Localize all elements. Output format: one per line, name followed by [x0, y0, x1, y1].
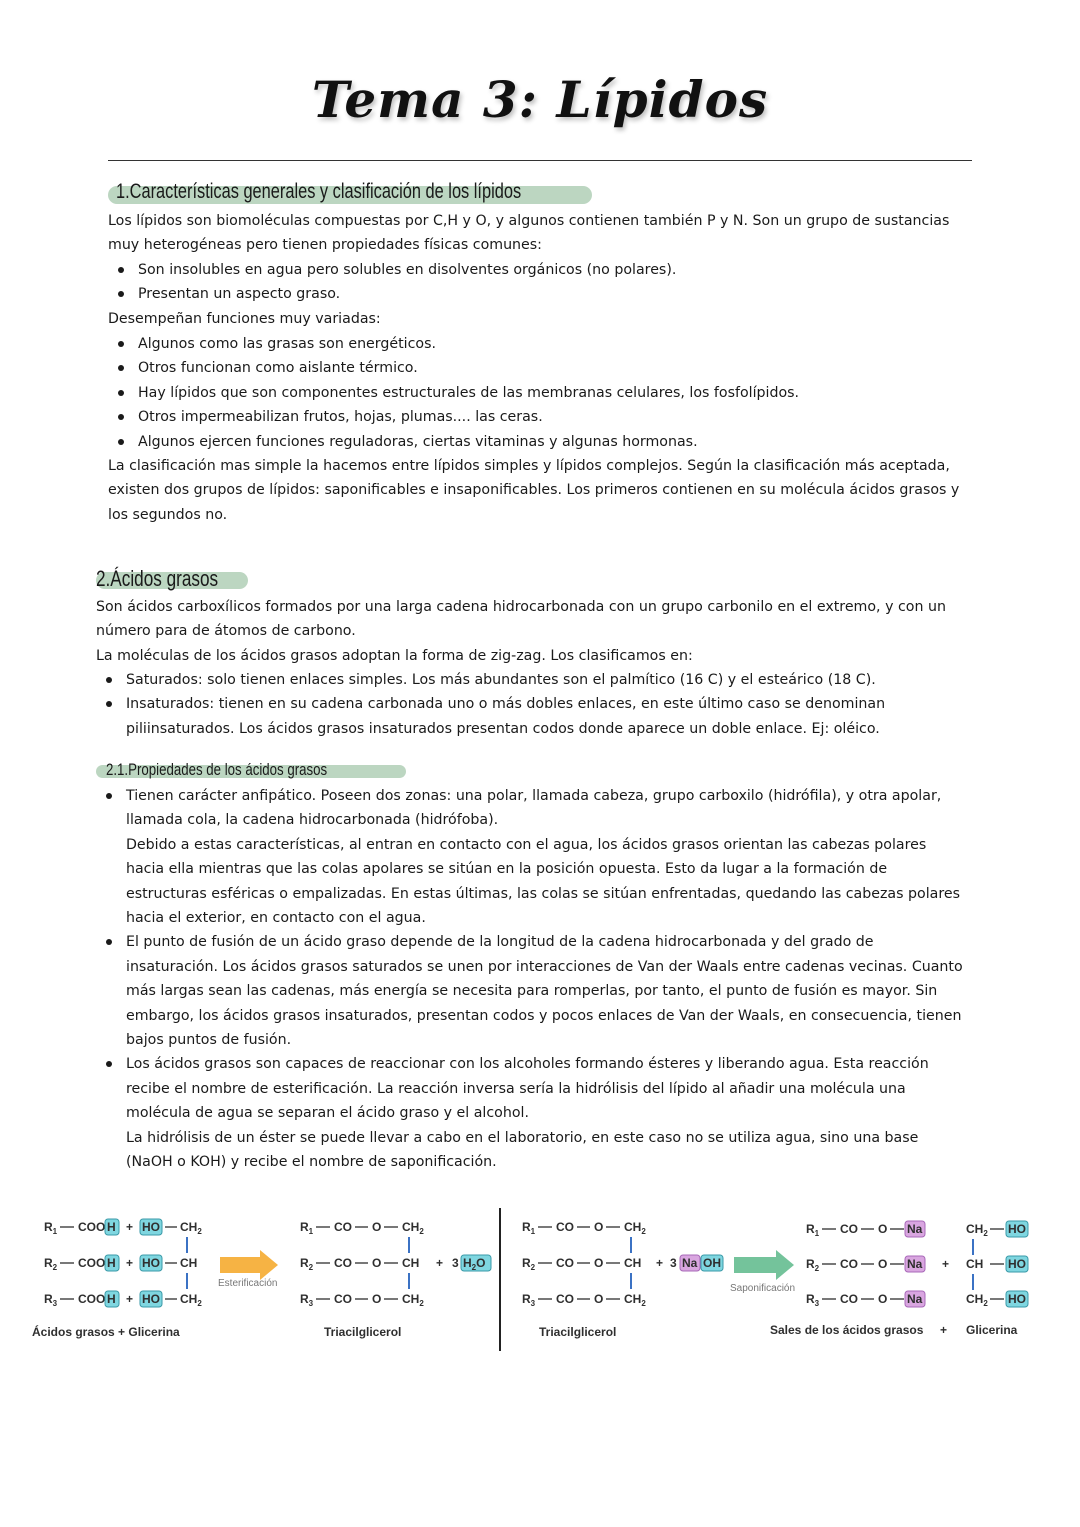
svg-text:R3: $R_3$ [806, 1292, 820, 1308]
list-item: Algunos ejercen funciones reguladoras, ciertas vitaminas y algunas hormonas. [108, 430, 968, 454]
svg-text:HO: HO [142, 1292, 160, 1306]
section-2-intro: Son ácidos carboxílicos formados por una larga cadena hidrocarbonada con un grupo carbonilo en el extremo, y con un número para de átomos de carbono. [96, 599, 946, 640]
svg-text:R3: $R_3$ [300, 1292, 314, 1308]
fatty-acid-types-list [96, 668, 926, 741]
svg-text:+: + [126, 1256, 134, 1270]
svg-text:+: + [126, 1292, 134, 1306]
section-2-heading: 2.Ácidos grasos [96, 566, 219, 591]
properties-fatty-acids-list [96, 784, 966, 1175]
svg-text:CO: CO [840, 1292, 858, 1306]
list-item: Algunos como las grasas son energéticos. [108, 332, 968, 356]
esterification-arrow-icon [220, 1250, 278, 1280]
amphipathic-text: Tienen carácter anfipático. Poseen dos zonas: una polar, llamada cabeza, grupo carboxilo (hidrófila), y otra apolar, llamada cola, la cadena hidrocarbonada (hidrófoba). [126, 788, 942, 829]
svg-text:CH2: $CH_2$ [624, 1292, 646, 1308]
svg-text:CH2: $CH_2$ [402, 1220, 424, 1236]
svg-text:H: H [107, 1220, 116, 1234]
svg-text:+: + [656, 1256, 664, 1270]
list-item: Son insolubles en agua pero solubles en disolventes orgánicos (no polares). [108, 258, 968, 282]
svg-text:O: O [594, 1220, 604, 1234]
svg-text:CH2: $CH_2$ [180, 1220, 202, 1236]
list-item: Otros impermeabilizan frutos, hojas, plumas.... las ceras. [108, 405, 968, 429]
svg-text:R1: $R_1$ [522, 1220, 536, 1236]
saponification-arrow-icon [734, 1250, 794, 1280]
svg-text:O: O [594, 1292, 604, 1306]
svg-text:O: O [878, 1222, 888, 1236]
esterification-label: Esterificación [218, 1278, 278, 1289]
saponification-label: Saponificación [730, 1283, 796, 1294]
title-divider [108, 160, 972, 161]
list-item: Presentan un aspecto graso. [108, 282, 968, 306]
svg-text:Na: Na [907, 1222, 923, 1236]
functions-intro: Desempeñan funciones muy variadas: [108, 311, 381, 327]
svg-text:CO: CO [556, 1220, 574, 1234]
functions-list [108, 332, 968, 454]
amphipathic-text-2: Debido a estas características, al entran en contacto con el agua, los ácidos grasos orientan las cabezas polares hacia ella mientras que las colas apolares se sitúan en la posición opuesta. Esto da lugar a la formación de estructuras esféricas o empalizadas. En estas últimas, las colas se sitúan enfrentadas, quedando las cabezas polares hacia el exterior, en contacto con el agua. [126, 836, 960, 927]
svg-text:+: + [436, 1256, 444, 1270]
section-2-intro-2: La moléculas de los ácidos grasos adoptan la forma de zig-zag. Los clasificamos en: [96, 648, 693, 664]
section-1-heading: 1.Características generales y clasificación de los lípidos [116, 180, 522, 203]
triacylglycerol-molecule [300, 1220, 491, 1308]
svg-text:H: H [107, 1292, 116, 1306]
fatty-acids-glycerin [44, 1219, 202, 1308]
svg-text:CH: CH [402, 1256, 420, 1270]
list-item [96, 1052, 966, 1174]
caption-fatty-acids-glycerin: Ácidos grasos + Glicerina [32, 1325, 180, 1339]
svg-text:CO: CO [840, 1222, 858, 1236]
svg-text:OH: OH [703, 1256, 721, 1270]
svg-text:R2: $R_2$ [44, 1256, 58, 1272]
svg-text:O: O [878, 1257, 888, 1271]
svg-text:HO: HO [142, 1256, 160, 1270]
svg-text:CH2: $CH_2$ [966, 1292, 988, 1308]
svg-text:3: 3 [452, 1256, 459, 1270]
svg-text:Na: Na [907, 1292, 923, 1306]
section-2-1-heading: 2.1.Propiedades de los ácidos grasos [106, 760, 328, 779]
svg-text:+: + [126, 1220, 134, 1234]
svg-text:CH2: $CH_2$ [624, 1220, 646, 1236]
diagram-divider [499, 1208, 501, 1351]
list-item: Saturados: solo tienen enlaces simples. Los más abundantes son el palmítico (16 C) y el esteárico (18 C). [96, 668, 926, 692]
list-item [96, 930, 966, 1052]
svg-text:COO: COO [78, 1220, 106, 1234]
svg-text:O: O [878, 1292, 888, 1306]
saponification-diagram [508, 1205, 1048, 1355]
svg-text:R3: $R_3$ [44, 1292, 58, 1308]
svg-text:R3: $R_3$ [522, 1292, 536, 1308]
caption-plus: + [940, 1323, 948, 1337]
svg-text:CH: CH [966, 1257, 984, 1271]
esterification-diagram [28, 1205, 498, 1355]
caption-fatty-acid-salts: Sales de los ácidos grasos [770, 1323, 924, 1337]
svg-text:3: 3 [670, 1256, 677, 1270]
svg-text:CH2: $CH_2$ [180, 1292, 202, 1308]
svg-text:CH: CH [180, 1256, 198, 1270]
svg-text:R1: $R_1$ [806, 1222, 820, 1238]
svg-text:H2O: $H_2O$ [463, 1256, 486, 1272]
esterification-text: Los ácidos grasos son capaces de reaccionar con los alcoholes formando ésteres y liberando agua. Esta reacción recibe el nombre de esterificación. La reacción inversa sería la hidrólisis del lípido al añadir una molécula una molécula de agua se separan el ácido graso y el alcohol. [126, 1056, 929, 1122]
svg-text:CO: CO [556, 1256, 574, 1270]
svg-text:R1: $R_1$ [44, 1220, 58, 1236]
svg-text:HO: HO [1008, 1222, 1026, 1236]
svg-text:R2: $R_2$ [522, 1256, 536, 1272]
svg-text:R1: $R_1$ [300, 1220, 314, 1236]
svg-text:CO: CO [334, 1256, 352, 1270]
page-title: Tema 3: Lípidos [311, 70, 769, 129]
svg-text:CO: CO [334, 1220, 352, 1234]
list-item: Insaturados: tienen en su cadena carbonada uno o más dobles enlaces, en este último caso se denominan piliinsaturados. Los ácidos grasos insaturados presentan codos donde aparece un doble enlace. Ej: oléico. [96, 692, 926, 741]
properties-list [108, 258, 968, 307]
svg-text:CO: CO [840, 1257, 858, 1271]
svg-text:O: O [594, 1256, 604, 1270]
svg-text:HO: HO [142, 1220, 160, 1234]
triacylglycerol-molecule [522, 1220, 723, 1308]
glycerin-molecule [966, 1221, 1028, 1308]
svg-text:Na: Na [907, 1257, 923, 1271]
svg-text:CH2: $CH_2$ [966, 1222, 988, 1238]
section-1-intro [108, 209, 968, 258]
svg-text:O: O [372, 1220, 382, 1234]
svg-text:H: H [107, 1256, 116, 1270]
list-item: Hay lípidos que son componentes estructurales de las membranas celulares, los fosfolípidos. [108, 381, 968, 405]
svg-text:R2: $R_2$ [806, 1257, 820, 1273]
caption-triacylglycerol: Triacilglicerol [324, 1325, 402, 1339]
caption-triacylglycerol: Triacilglicerol [539, 1325, 617, 1339]
svg-text:COO: COO [78, 1256, 106, 1270]
svg-text:COO: COO [78, 1292, 106, 1306]
classification-text: La clasificación mas simple la hacemos entre lípidos simples y lípidos complejos. Según la clasificación más aceptada, existen dos grupos de lípidos: saponificables e insaponificables. Los primeros contienen en su molécula ácidos grasos y los segundos no. [108, 458, 960, 523]
svg-text:CO: CO [556, 1292, 574, 1306]
fatty-acid-salts [806, 1221, 949, 1308]
svg-text:HO: HO [1008, 1292, 1026, 1306]
svg-text:O: O [372, 1256, 382, 1270]
svg-text:CH2: $CH_2$ [402, 1292, 424, 1308]
svg-text:HO: HO [1008, 1257, 1026, 1271]
svg-text:CO: CO [334, 1292, 352, 1306]
svg-text:CH: CH [624, 1256, 642, 1270]
svg-text:O: O [372, 1292, 382, 1306]
svg-text:R2: $R_2$ [300, 1256, 314, 1272]
list-item: Otros funcionan como aislante térmico. [108, 356, 968, 380]
intro-text: Los lípidos son biomoléculas compuestas por C,H y O, y algunos contienen también P y N. Son un grupo de sustancias muy heterogéneas pero tienen propiedades físicas comunes: [108, 213, 950, 254]
list-item [96, 784, 966, 930]
svg-text:+: + [942, 1257, 950, 1271]
melting-point-text: El punto de fusión de un ácido graso depende de la longitud de la cadena hidrocarbonada y del grado de insaturación. Los ácidos grasos saturados se unen por interacciones de Van der Waals entre cadenas vecinas. Cuanto más largas sean las cadenas, más energía se necesita para romperlas, por tanto, el punto de fusión es mayor. Sin embargo, los ácidos grasos insaturados, presentan codos y pocos enlaces de Van der Waals, en consecuencia, tienen bajos puntos de fusión. [126, 934, 963, 1049]
saponification-text: La hidrólisis de un éster se puede llevar a cabo en el laboratorio, en este caso no se utiliza agua, sino una base (NaOH o KOH) y recibe el nombre de saponificación. [126, 1129, 919, 1171]
caption-glycerin: Glicerina [966, 1323, 1018, 1337]
svg-text:Na: Na [682, 1256, 698, 1270]
